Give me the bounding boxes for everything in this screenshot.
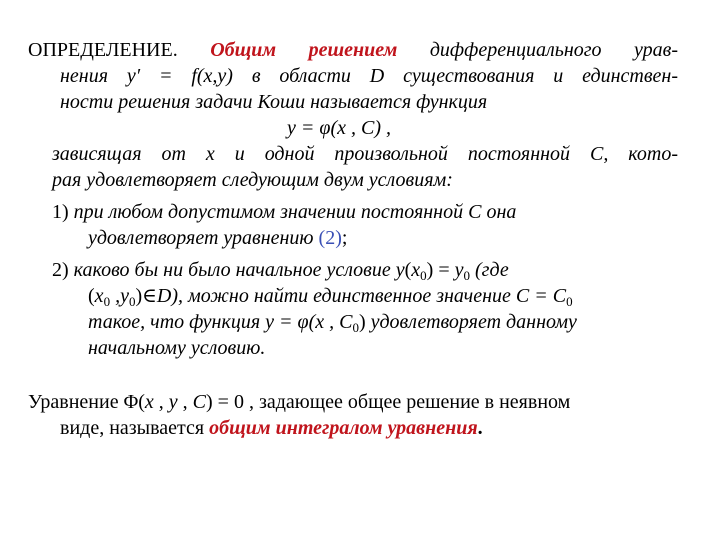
- condition-1: 1) при любом допустимом значении постоянной C она: [52, 201, 517, 223]
- definition-heading: ОПРЕДЕЛЕНИЕ.: [28, 39, 178, 61]
- condition-1-line-2: удовлетворяет уравнению (2);: [88, 227, 348, 249]
- implicit-line-1: Уравнение Φ(x , y , C) = 0 , задающее общее решение в неявном: [28, 391, 571, 413]
- definition-line-1: [28, 38, 678, 62]
- condition-marker: 1): [52, 201, 69, 223]
- definition-text: дифференциального урав-: [429, 39, 678, 61]
- general-integral-term: общим интегралом уравнения: [209, 417, 478, 439]
- condition-2-line-3: такое, что функция y = φ(x , $C_0$) удовлетворяет данному: [88, 311, 577, 335]
- definition-line-5: зависящая от x и одной произвольной постоянной C, кото-: [52, 143, 678, 165]
- condition-marker: 2): [52, 259, 69, 281]
- formula-general-solution: y = φ(x , C) ,: [287, 117, 391, 139]
- condition-2-line-4: начальному условию.: [88, 337, 266, 359]
- definition-line-2: нения y′ = f(x,y) в области D существования и единствен-: [60, 65, 678, 87]
- equation-reference-link[interactable]: (2): [318, 227, 342, 249]
- implicit-line-2: виде, называется общим интегралом уравнения.: [60, 417, 483, 439]
- definition-term: Общим решением: [210, 39, 398, 61]
- condition-2: 2) каково бы ни было начальное условие $y(x_0) = y_0$ (где: [52, 259, 509, 283]
- condition-2-line-2: ($x_0$ $,y_0)\in D$), можно найти единственное значение $C = C_0$: [88, 285, 573, 309]
- definition-line-6: рая удовлетворяет следующим двум условиям:: [52, 169, 453, 191]
- definition-line-3: ности решения задачи Коши называется функция: [60, 91, 488, 113]
